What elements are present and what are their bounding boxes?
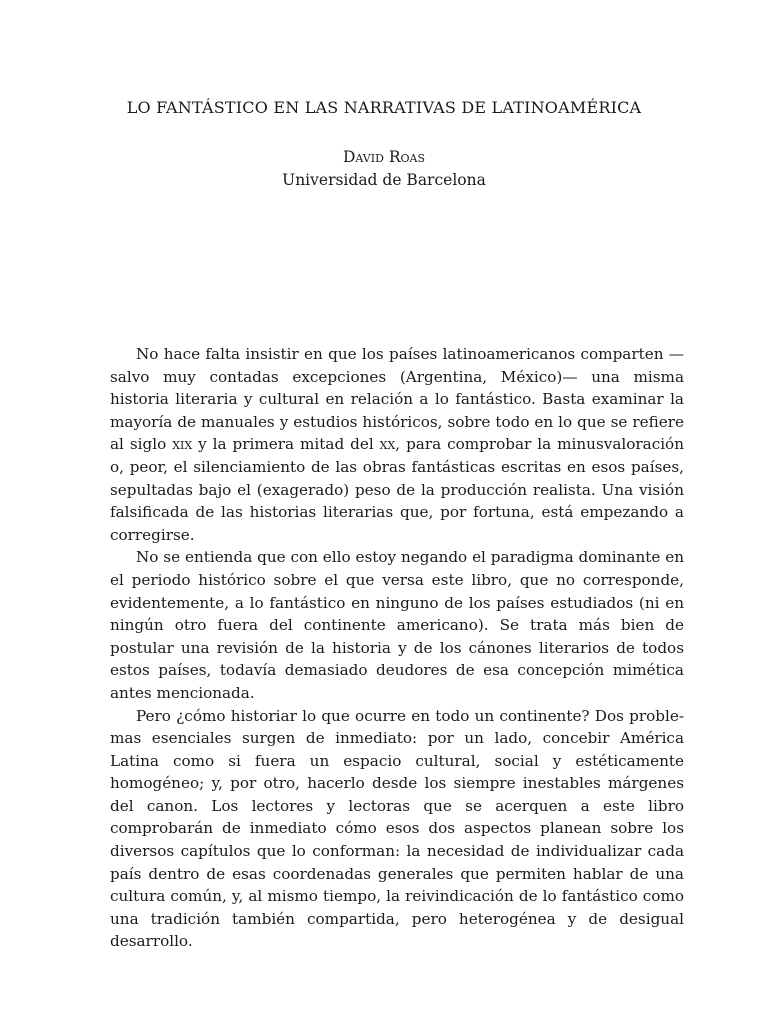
paragraph-1-part-a: No hace falta insistir en que los países latinoamericanos comparten —salvo muy contadas excepciones (Argentina, México)— una misma historia literaria y cultural en relación a lo fantástico. Basta examinar la mayoría de manuales y estudios históricos, sobre todo en lo que se refiere al siglo (110, 345, 684, 454)
chapter-title: LO FANTÁSTICO EN LAS NARRATIVAS DE LATINOAMÉRICA (126, 98, 642, 117)
paragraph-1 (110, 343, 684, 546)
century-xix: xix (172, 435, 193, 454)
author-name: David Roas (342, 148, 426, 166)
paragraph-1-part-c: , para comprobar la minusvaloración o, peor, el silenciamiento de las obras fantásticas escritas en esos países, sepultadas bajo el (exagerado) peso de la producción realista. Una visión falsificada de las historias literarias que, por fortuna, está empezando a corregirse. (110, 435, 684, 544)
body-text (110, 343, 684, 953)
century-xx: xx (379, 435, 396, 454)
paragraph-1-part-b: y la primera mitad del (192, 435, 380, 454)
paragraph-3: Pero ¿cómo historiar lo que ocurre en todo un continente? Dos problemas esenciales surgen de inmediato: por un lado, concebir América Latina como si fuera un espacio cultural, social y estéticamente homogéneo; y, por otro, hacerlo desde los siempre inestables márgenes del canon. Los lectores y lectoras que se acerquen a este libro comprobarán de inmediato cómo esos dos aspectos planean sobre los diversos capítulos que lo conforman: la necesidad de individualizar cada país dentro de esas coordenadas generales que permiten hablar de una cultura común, y, al mismo tiempo, la reivindicación de lo fantástico como una tradición también compartida, pero heterogénea y de desigual desarrollo. (110, 706, 684, 951)
author-affiliation: Universidad de Barcelona (282, 171, 486, 189)
paragraph-2: No se entienda que con ello estoy negando el paradigma dominante en el periodo histórico sobre el que versa este libro, que no corresponde, evidentemente, a lo fantástico en ninguno de los países estudiados (ni en ningún otro fuera del continente americano). Se trata más bien de postular una revisión de la historia y de los cánones literarios de todos estos países, todavía demasiado deudores de esa concepción mimética antes mencionada. (110, 548, 684, 702)
